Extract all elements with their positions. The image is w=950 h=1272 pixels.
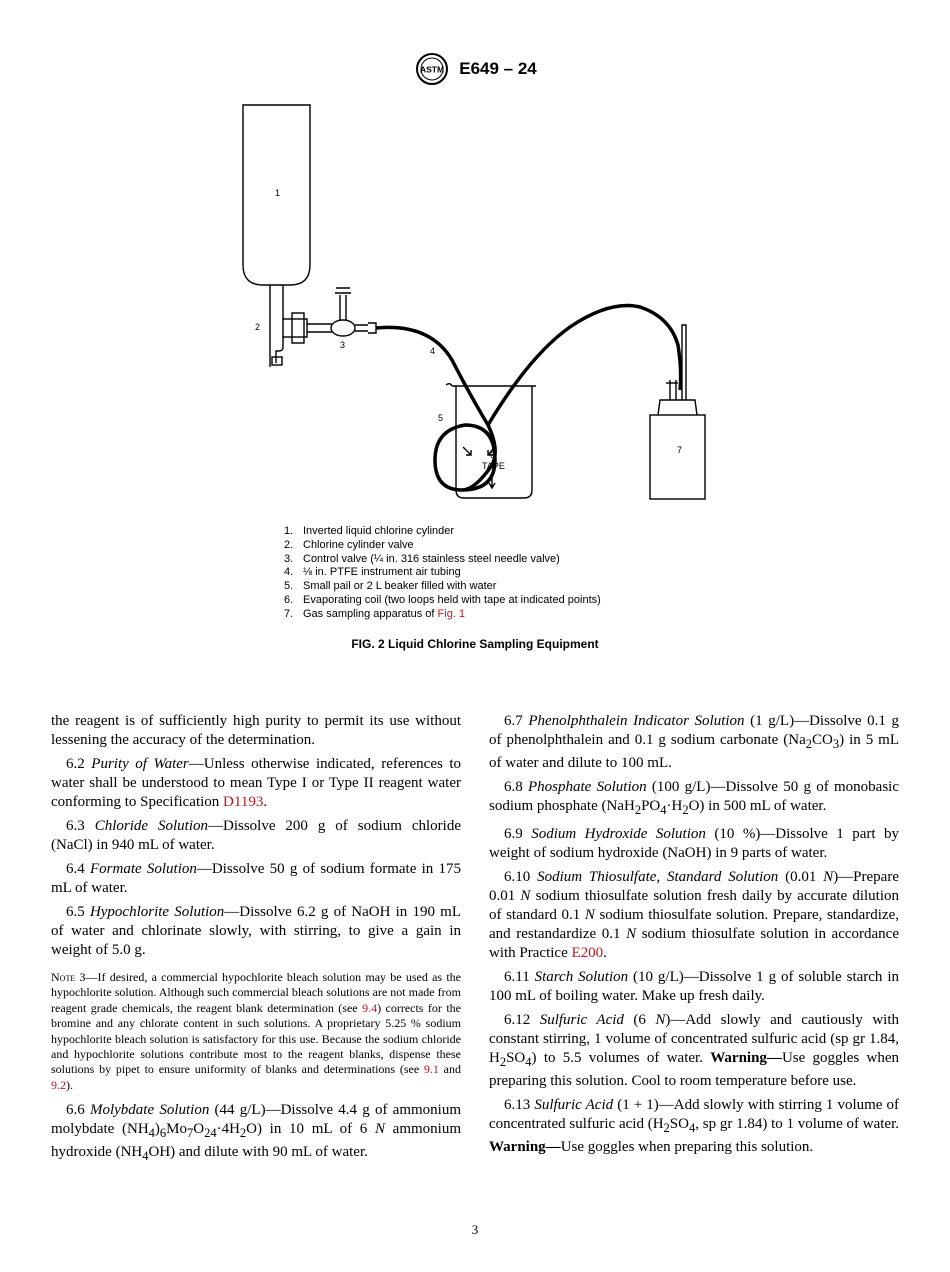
astm-logo-icon bbox=[413, 52, 451, 86]
control-valve bbox=[307, 324, 332, 332]
cylinder-valve bbox=[270, 285, 283, 367]
page-number: 3 bbox=[471, 1222, 479, 1237]
section-9-4-link[interactable]: 9.4 bbox=[362, 1000, 378, 1015]
note-3: Note 3—If desired, a commercial hypochlorite bleach solution may be used as the hypochlorite solution. Although such commercial bleach solutions are not made from reagent grade chemicals, the reagent blank determination (see 9.4) corrects for the bromine and any chlorate content in such solutions. A proprietary 5.25 % sodium hypochlorite bleach solution is satisfactory for this use. Because the sodium chloride and hypochlorite solutions contribute most to the reagent blanks, dispense these solutions by pipet to ensure uniformity of blanks and determinations (see 9.1 and 9.2). bbox=[51, 970, 462, 1092]
label-5: 5 bbox=[438, 413, 444, 423]
legend-num: 2. bbox=[284, 538, 294, 551]
legend-num: 3. bbox=[284, 552, 294, 565]
legend-num: 7. bbox=[284, 607, 294, 620]
section-6-10: 6.10 Sodium Thiosulfate, Standard Solution (0.01 N)—Prepare 0.01 N sodium thiosulfate solution fresh daily by accurate dilution of standard 0.1 N sodium thiosulfate solution. Prepare, standardize, and restandardize 0.1 N sodium thiosulfate solution in accordance with Practice E200. bbox=[489, 869, 900, 961]
legend-text: Gas sampling apparatus of bbox=[303, 607, 438, 620]
section-6-9: 6.9 Sodium Hydroxide Solution (10 %)—Dissolve 1 part by weight of sodium hydroxide (NaOH) in 9 parts of water. bbox=[489, 826, 900, 861]
legend-item bbox=[284, 608, 601, 622]
figure-legend bbox=[284, 525, 601, 622]
fig-1-link[interactable]: Fig. 1 bbox=[437, 607, 466, 620]
legend-num: 1. bbox=[284, 525, 294, 537]
right-column bbox=[489, 712, 899, 1162]
legend-item bbox=[284, 594, 601, 608]
section-6-7: 6.7 Phenolphthalein Indicator Solution (1 g/L)—Dissolve 0.1 g of phenolphthalein and 0.1 g sodium carbonate $(Na_2CO_3)$ in 5 mL of water and dilute to 100 mL. bbox=[489, 713, 900, 771]
legend-text: Small pail or 2 L beaker filled with water bbox=[303, 580, 497, 593]
figure-caption: FIG. 2 Liquid Chlorine Sampling Equipment bbox=[351, 637, 599, 651]
left-column bbox=[51, 712, 461, 1171]
section-6-11: 6.11 Starch Solution (10 g/L)—Dissolve 1 g of soluble starch in 100 mL of boiling water. Make up fresh daily. bbox=[489, 969, 899, 1004]
legend-text: Inverted liquid chlorine cylinder bbox=[303, 525, 455, 537]
section-6-2: 6.2 Purity of Water—Unless otherwise indicated, references to water shall be understood to mean Type I or Type II reagent water conforming to Specification D1193. bbox=[51, 756, 461, 810]
section-9-2-link[interactable]: 9.2 bbox=[51, 1077, 66, 1092]
section-6-5: 6.5 Hypochlorite Solution—Dissolve 6.2 g of NaOH in 190 mL of water and chlorinate slowly, with stirring, to give a gain in weight of 5.0 g. bbox=[51, 904, 461, 958]
legend-num: 4. bbox=[284, 566, 294, 579]
legend-text: Evaporating coil (two loops held with tape at indicated points) bbox=[303, 593, 601, 606]
section-6-12: 6.12 Sulfuric Acid (6 N)—Add slowly and cautiously with constant stirring, 1 volume of concentrated sulfuric acid (sp gr 1.84, $H_2SO_4$) to 5.5 volumes of water. Warning—Use goggles when preparing this solution. Cool to room temperature before use. bbox=[489, 1012, 900, 1089]
label-tape: TAPE bbox=[482, 461, 505, 471]
standard-designation: E649 – 24 bbox=[459, 59, 537, 78]
logo-text: ASTM bbox=[420, 64, 445, 75]
legend-item bbox=[284, 539, 601, 553]
legend-text: ⅛ in. PTFE instrument air tubing bbox=[303, 566, 461, 579]
label-3: 3 bbox=[340, 340, 346, 350]
label-7: 7 bbox=[677, 445, 683, 455]
ptfe-tubing bbox=[376, 306, 681, 490]
d1193-link[interactable]: D1193 bbox=[223, 794, 264, 810]
section-6-13: 6.13 Sulfuric Acid (1 + 1)—Add slowly with stirring 1 volume of concentrated sulfuric acid ($H_2SO_4$, sp gr 1.84) to 1 volume of water. Warning—Use goggles when preparing this solution. bbox=[489, 1097, 900, 1155]
legend-num: 6. bbox=[284, 593, 294, 606]
label-1: 1 bbox=[275, 188, 281, 198]
label-4: 4 bbox=[430, 346, 436, 356]
legend-item bbox=[284, 566, 601, 580]
section-6-6: 6.6 Molybdate Solution (44 g/L)—Dissolve 4.4 g of ammonium molybdate $(NH_4)_6Mo_7O_{24}\cdot 4H_2O$) in 10 mL of 6 N ammonium hydroxide $(NH_4OH)$ and dilute with 90 mL of water. bbox=[51, 1102, 462, 1164]
section-9-1-link[interactable]: 9.1 bbox=[423, 1062, 439, 1077]
legend-num: 5. bbox=[284, 580, 294, 593]
section-6-4: 6.4 Formate Solution—Dissolve 50 g of sodium formate in 175 mL of water. bbox=[51, 861, 461, 896]
sampling-equipment-diagram bbox=[230, 95, 730, 515]
gas-sampling-bottle bbox=[650, 415, 705, 499]
legend-item bbox=[284, 525, 601, 539]
e200-link[interactable]: E200 bbox=[571, 945, 604, 961]
section-6-3: 6.3 Chloride Solution—Dissolve 200 g of sodium chloride (NaCl) in 940 mL of water. bbox=[51, 818, 461, 853]
legend-text: Control valve (¼ in. 316 stainless steel needle valve) bbox=[303, 552, 560, 565]
section-6-8: 6.8 Phosphate Solution (100 g/L)—Dissolve 50 g of monobasic sodium phosphate $(NaH_2PO_4\cdot H_2O)$ in 500 mL of water. bbox=[489, 779, 899, 817]
legend-item bbox=[284, 580, 601, 594]
paragraph-continuation: the reagent is of sufficiently high purity to permit its use without lessening the accuracy of the determination. bbox=[51, 713, 461, 748]
page-header bbox=[0, 52, 950, 91]
label-6: 6 bbox=[490, 450, 496, 460]
legend-item bbox=[284, 553, 601, 567]
legend-text: Chlorine cylinder valve bbox=[303, 538, 414, 551]
label-2: 2 bbox=[255, 322, 261, 332]
